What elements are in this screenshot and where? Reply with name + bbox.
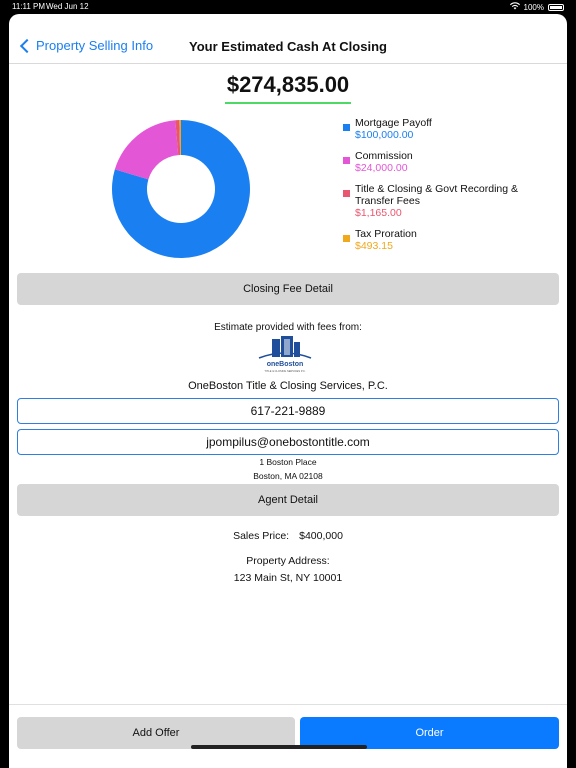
logo-text: oneBoston [266, 361, 304, 368]
provider-address-line2: Boston, MA 02108 [253, 471, 323, 481]
legend-value: $1,165.00 [355, 207, 402, 219]
closing-fee-detail-button[interactable]: Closing Fee Detail [17, 273, 559, 305]
total-amount: $274,835.00 [225, 72, 351, 104]
company-name: OneBoston Title & Closing Services, P.C. [188, 380, 388, 392]
chart-legend [343, 117, 543, 261]
property-address-label: Property Address: [246, 555, 330, 567]
legend-label: Tax Proration [355, 228, 417, 240]
legend-value: $100,000.00 [355, 129, 414, 141]
oneboston-logo [255, 334, 315, 374]
legend-label: Mortgage Payoff [355, 117, 432, 129]
donut-slice [115, 120, 178, 179]
legend-label: Title & Closing & Govt Recording & Transfer Fees [355, 183, 519, 207]
status-bar [0, 0, 576, 14]
legend-swatch [343, 235, 350, 242]
legend-value: $493.15 [355, 240, 393, 252]
legend-label: Commission [355, 150, 413, 162]
bottom-divider [9, 704, 567, 705]
legend-swatch [343, 124, 350, 131]
home-indicator[interactable] [191, 745, 367, 749]
total-cash [9, 72, 567, 104]
sales-price [9, 530, 567, 542]
legend-value: $24,000.00 [355, 162, 408, 174]
agent-detail-button[interactable]: Agent Detail [17, 484, 559, 516]
legend-item [343, 228, 543, 252]
phone-field[interactable]: 617-221-9889 [17, 398, 559, 424]
wifi-icon [510, 2, 520, 12]
logo-tagline: TITLE & CLOSING SERVICES P.C. [264, 370, 306, 373]
legend-swatch [343, 157, 350, 164]
order-button[interactable]: Order [300, 717, 559, 749]
battery-percent: 100% [523, 2, 544, 12]
add-offer-button[interactable]: Add Offer [17, 717, 295, 749]
email-field[interactable]: jpompilus@onebostontitle.com [17, 429, 559, 455]
status-date: Wed Jun 12 [46, 2, 89, 11]
provider-address-line1: 1 Boston Place [259, 457, 317, 467]
navigation-bar [9, 14, 567, 64]
status-time: 11:11 PM [12, 2, 46, 11]
provider-intro: Estimate provided with fees from: [214, 322, 362, 333]
sales-price-value: $400,000 [299, 530, 343, 542]
legend-swatch [343, 190, 350, 197]
property-address-value: 123 Main St, NY 10001 [233, 572, 343, 584]
legend-item [343, 183, 543, 219]
donut-chart [111, 119, 251, 259]
page-title: Your Estimated Cash At Closing [189, 39, 387, 54]
legend-item [343, 150, 543, 174]
legend-item [343, 117, 543, 141]
back-button-label: Property Selling Info [36, 38, 154, 53]
sales-price-label: Sales Price: [233, 530, 290, 542]
battery-icon [548, 4, 564, 11]
main-sheet [9, 14, 567, 768]
status-right [510, 2, 564, 12]
